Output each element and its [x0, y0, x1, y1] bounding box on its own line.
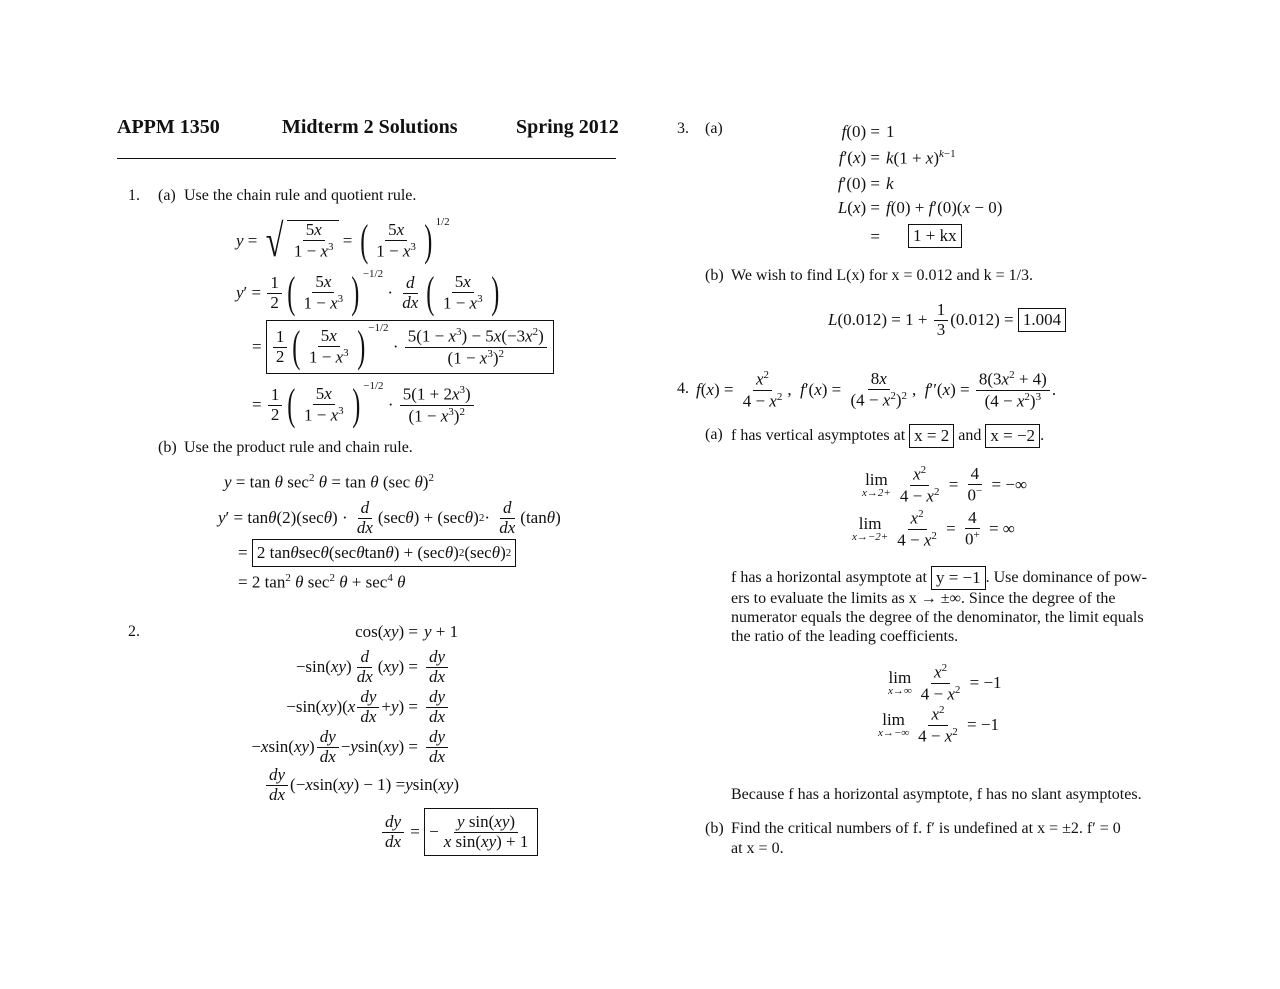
answer-3b: 1.004 — [1018, 308, 1066, 332]
problem-4a-statement: f has vertical asymptotes at x = 2 and x = −2 . — [731, 424, 1044, 448]
limit-x-to-neg-2-plus: lim x→−2+ $\frac{x^2}{4 - x^2}$ = $\frac{4}{0^+}$ = ∞ — [852, 507, 1015, 550]
eq-1b-line-4: = 2 $\tan^2 \theta$ $\sec^2 \theta + \sec^4 \theta$ — [238, 572, 406, 592]
page-title: Midterm 2 Solutions — [282, 116, 458, 138]
horizontal-asymptote-line-4: the ratio of the leading coefficients. — [731, 628, 959, 645]
eq-3b: L (0.012) = 1 + $\frac{1}{3}$ (0.012) = 1.004 — [828, 298, 1066, 342]
eq-3a-line-3-rhs: k — [886, 174, 894, 193]
problem-3-number: 3. — [677, 120, 689, 137]
eq-2-line-4-lhs: − x sin( xy ) $\frac{dy}{dx}$ − y sin( xy ) = — [251, 726, 418, 766]
eq-2-line-5: $\frac{dy}{dx}$ (− x sin( xy ) − 1) = y sin( xy ) — [264, 764, 459, 806]
header-rule — [117, 158, 616, 159]
eq-1a-line-1: y = √ $\frac{5x}{1 - x^3}$ = ( $\frac{5x}{1 - x^3}$ ) 1/2 — [236, 215, 450, 266]
eq-1b-line-3-boxed: = 2 tan θ sec θ (sec θ tan θ ) + (sec θ ) 2 (sec θ ) 2 — [238, 539, 516, 567]
eq-3a-line-4-lhs: L(x) = — [837, 198, 880, 217]
problem-1b-instruction: Use the product rule and chain rule. — [184, 439, 413, 456]
eq-1b-line-2: y ′ = tan θ (2)(sec θ ) · $\frac{d}{dx}$ (sec θ ) + (sec θ ) 2 · $\frac{d}{dx}$ (tan θ ) — [218, 497, 561, 537]
slant-asymptote-text: Because f has a horizontal asymptote, f has no slant asymptotes. — [731, 786, 1142, 803]
eq-3a-line-3-lhs: f′(0) = — [837, 174, 880, 193]
eq-2-line-2-lhs: −sin( xy ) $\frac{d}{dx}$ ( xy ) = — [295, 646, 418, 686]
problem-4b-label: (b) — [705, 820, 724, 837]
term-label: Spring 2012 — [516, 116, 619, 138]
limit-x-to-2-plus: lim x→2+ $\frac{x^2}{4 - x^2}$ = $\frac{4}{0^-}$ = −∞ — [862, 463, 1028, 506]
problem-4a-label: (a) — [705, 426, 723, 443]
eq-2-line-3-rhs: $\frac{dy}{dx}$ — [424, 686, 450, 728]
eq-1b-line-1: y = tan θ $\sec^2 \theta = \tan \theta$ (sec θ)$^2$ — [224, 472, 434, 492]
eq-2-line-3-lhs: −sin( xy )( x $\frac{dy}{dx}$ + y ) = — [286, 686, 418, 726]
horizontal-asymptote-line-2: ers to evaluate the limits as x → ±∞. Since the degree of the — [731, 590, 1116, 607]
eq-2-line-6-boxed: $\frac{dy}{dx}$ = − $\frac{\text{y sin(xy)}}{\text{x sin(xy) + 1}}$ — [380, 806, 538, 858]
course-code: APPM 1350 — [117, 116, 220, 138]
problem-2-number: 2. — [128, 623, 140, 640]
eq-3a-line-2-lhs: f′(x) = — [838, 148, 880, 167]
limit-x-to-infinity: lim x→∞ $\frac{x^2}{4 - x^2}$ = −1 — [888, 662, 1002, 704]
horizontal-asymptote-text: f has a horizontal asymptote at — [731, 569, 927, 586]
dominance-text: . Use dominance of pow- — [985, 569, 1147, 586]
answer-3a-value: 1 + kx — [908, 224, 962, 248]
eq-4-definitions: f ( x ) = $\frac{x^2}{4 - x^2}$ , f ′( x ) = $\frac{8x}{(4 - x^2)^2}$ , f ′′( x ) = $\frac{8(3x^2 + 4)}{(4 - x^2)^3}$ . — [696, 368, 1057, 411]
eq-2-line-4-rhs: $\frac{dy}{dx}$ — [424, 726, 450, 768]
limit-x-to-neg-infinity: lim x→−∞ $\frac{x^2}{4 - x^2}$ = −1 — [878, 704, 999, 746]
problem-4b-line-2: at x = 0. — [731, 840, 784, 857]
eq-3a-line-2-rhs: $k(1 + x)^{k-1}$ — [886, 148, 956, 168]
eq-3a-line-1-rhs: 1 — [886, 122, 895, 141]
eq-2-line-1-rhs: y + 1 — [424, 622, 459, 641]
eq-1a-line-2: y ′ = $\frac{1}{2}$ ( $\frac{5x}{1 - x^3}$ ) −1/2 · $\frac{d}{dx}$ ( $\frac{5x}{1 - x^3}$ ) — [236, 268, 499, 317]
problem-1b-label: (b) — [158, 439, 177, 456]
problem-3b-instruction: We wish to find L(x) for x = 0.012 and k = 1/3. — [731, 267, 1034, 284]
problem-1a-label: (a) — [158, 187, 176, 204]
problem-4-number: 4. — [677, 380, 689, 397]
answer-3a — [908, 224, 962, 248]
eq-1a-line-3-boxed: = $\frac{1}{2}$ ( $\frac{5x}{1 - x^3}$ ) −1/2 · $\frac{5(1 - x^3) - 5x(-3x^2)}{(1 - x^3)^2}$ — [252, 319, 554, 375]
horizontal-asymptote-line-1 — [731, 566, 1147, 590]
and-text: and — [958, 427, 982, 444]
eq-2-line-2-rhs: $\frac{dy}{dx}$ — [424, 646, 450, 688]
problem-3a-label: (a) — [705, 120, 723, 137]
vertical-asymptote-2: x = −2 — [985, 424, 1040, 448]
horizontal-asymptote-line-3: numerator equals the degree of the denominator, the limit equals — [731, 609, 1144, 626]
eq-3a-line-4-rhs: f(0) + f′(0)(x − 0) — [886, 198, 1003, 217]
eq-3a-line-1-lhs: f(0) = — [841, 122, 880, 141]
eq-1a-line-4: = $\frac{1}{2}$ ( $\frac{5x}{1 - x^3}$ ) −1/2 · $\frac{5(1 + 2x^3)}{(1 - x^3)^2}$ — [252, 378, 476, 432]
problem-1-number: 1. — [128, 187, 140, 204]
problem-1a-instruction: Use the chain rule and quotient rule. — [184, 187, 417, 204]
eq-3a-line-5-lhs: = — [870, 227, 880, 246]
horizontal-asymptote-value: y = −1 — [931, 566, 986, 590]
vertical-asymptote-text: f has vertical asymptotes at — [731, 427, 906, 444]
vertical-asymptote-1: x = 2 — [909, 424, 954, 448]
problem-4b-line-1: Find the critical numbers of f. f′ is undefined at x = ±2. f′ = 0 — [731, 820, 1121, 837]
eq-2-line-1-lhs: cos(xy) = — [355, 622, 418, 641]
problem-3b-label: (b) — [705, 267, 724, 284]
